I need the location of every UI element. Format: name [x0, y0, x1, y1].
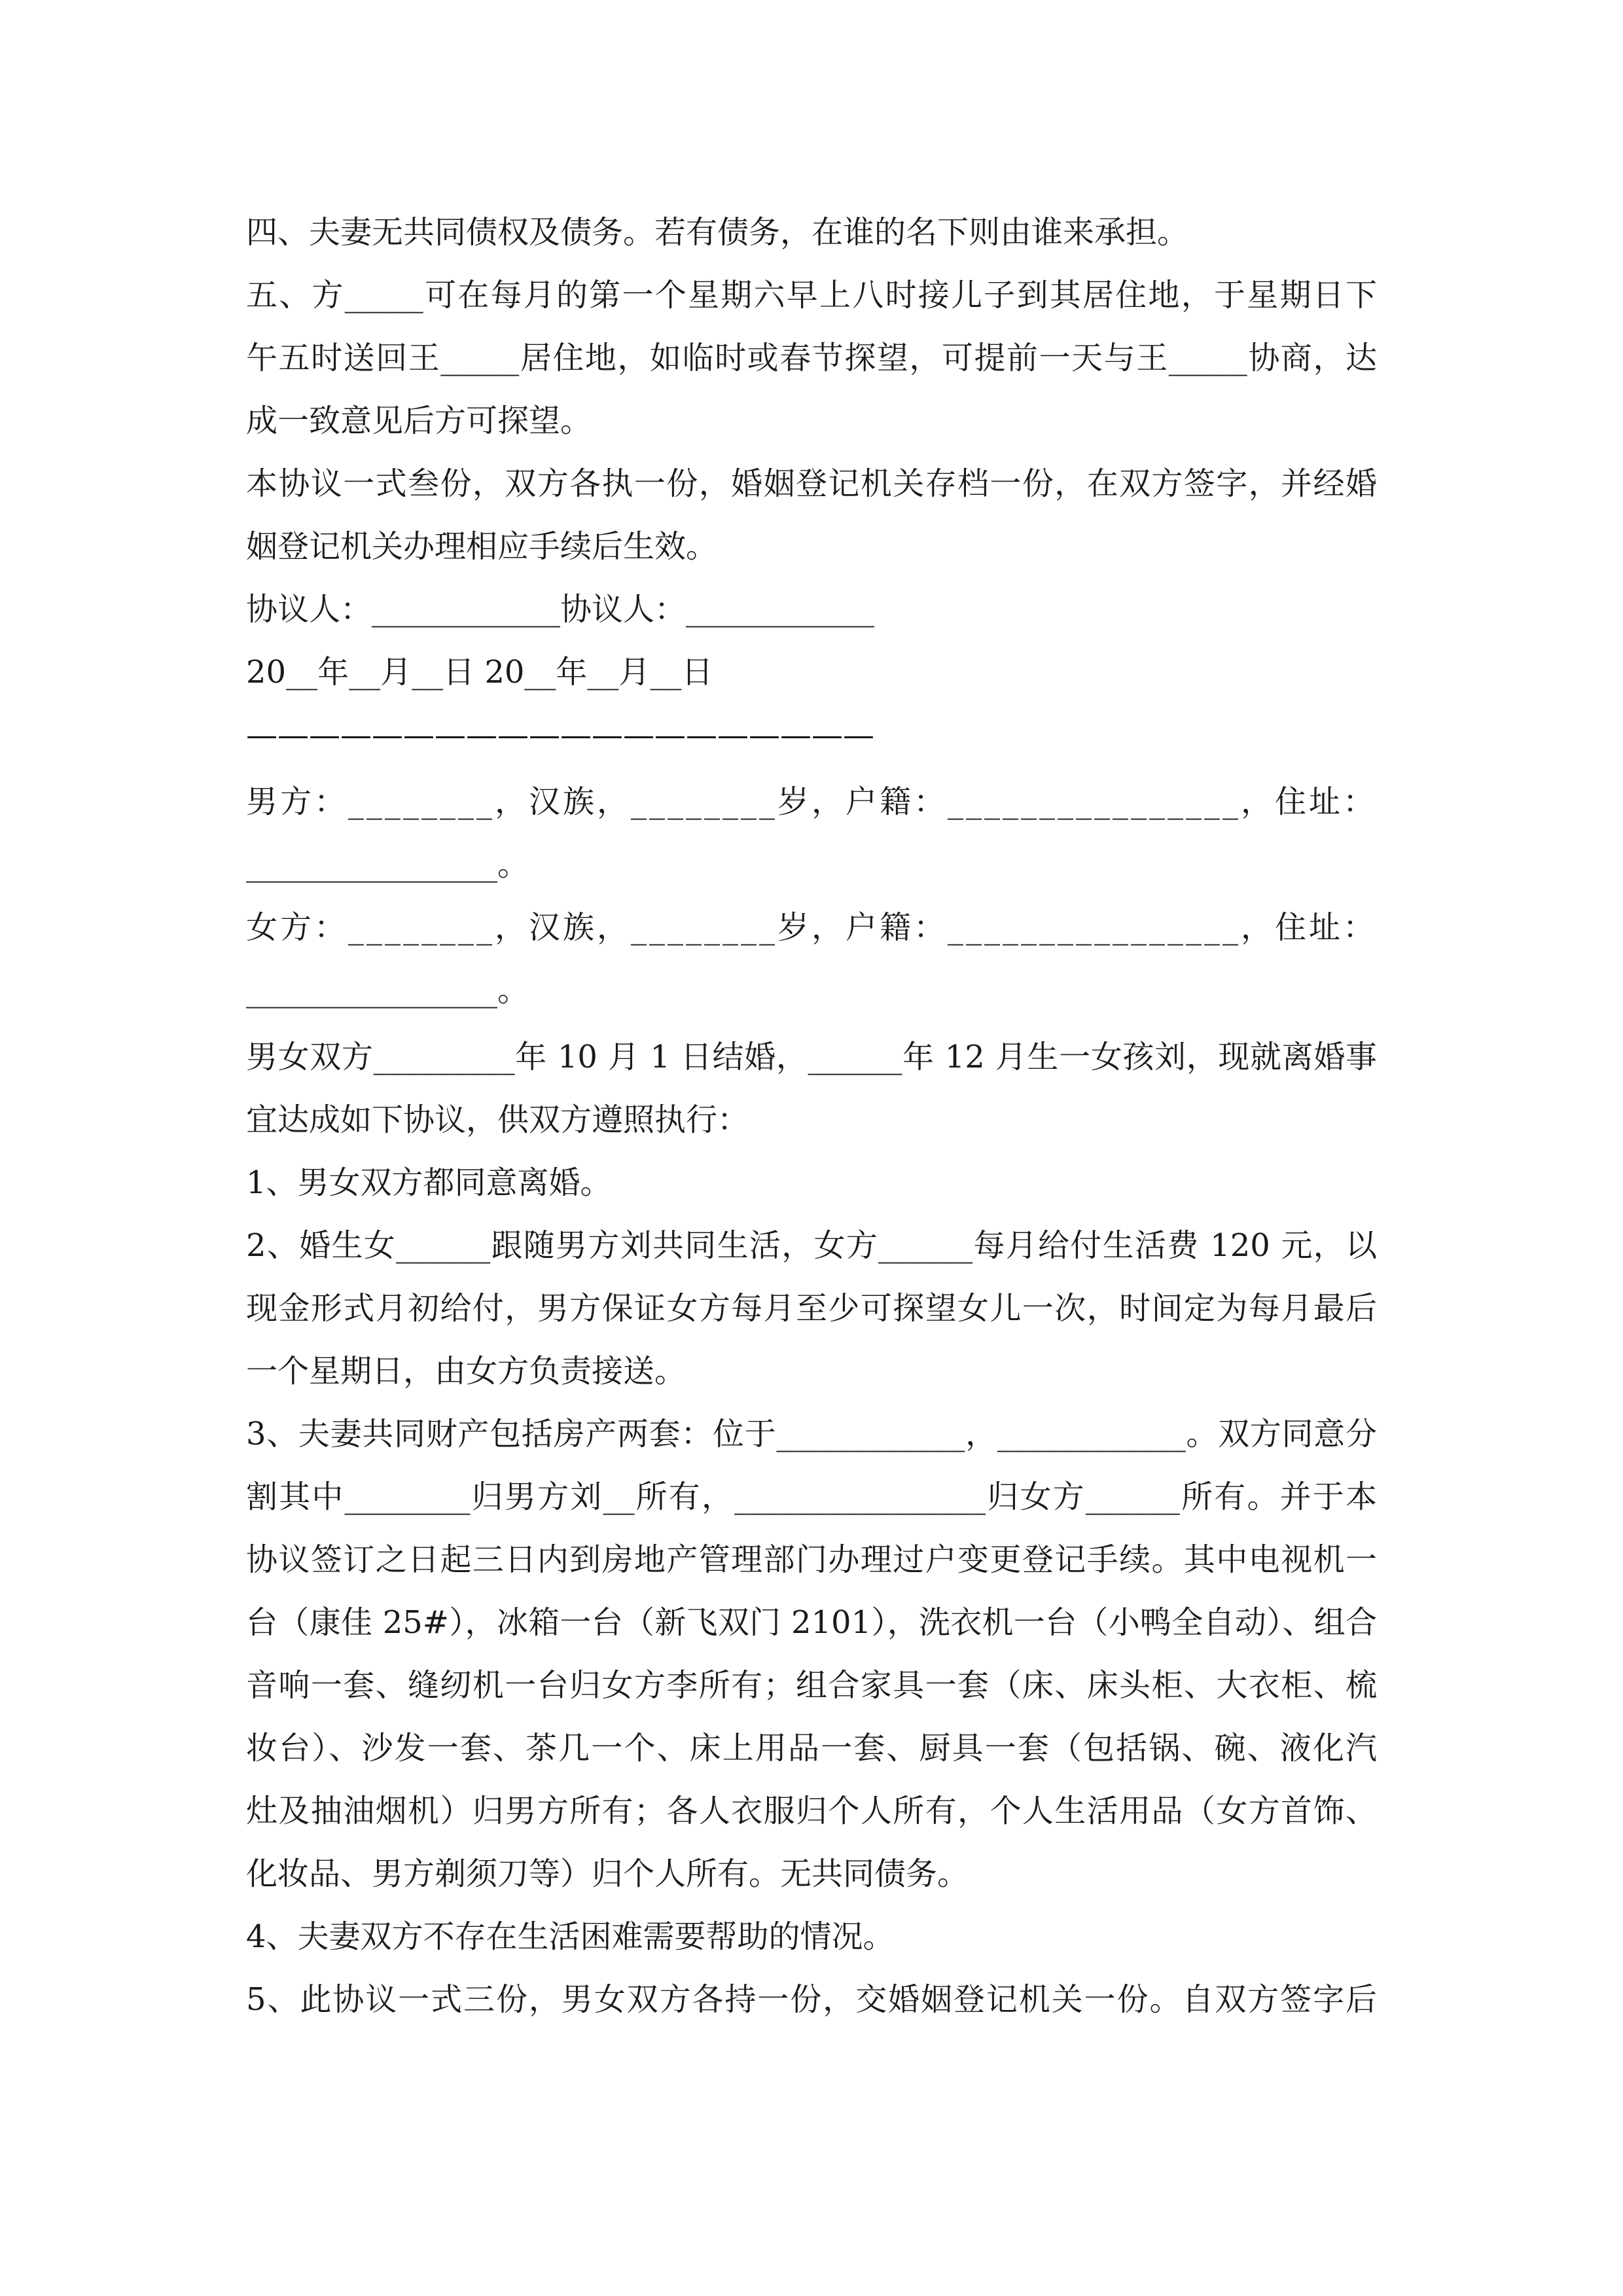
item-3-property-line-8: 化妆品、男方剃须刀等）归个人所有。无共同债务。 — [246, 1856, 969, 1892]
item-5-copies: 5、此协议一式三份，男女双方各持一份，交婚姻登记机关一份。自双方签字后 — [246, 1981, 1377, 2018]
female-party-info-line-2: ________________。 — [246, 972, 529, 1009]
item-2-custody-line-3: 一个星期日，由女方负责接送。 — [246, 1353, 687, 1390]
copies-clause-line-2: 姻登记机关办理相应手续后生效。 — [246, 528, 718, 565]
clause-5-visitation-line-3: 成一致意见后方可探望。 — [246, 403, 592, 439]
item-1-divorce-consent: 1、男女双方都同意离婚。 — [246, 1164, 612, 1201]
item-3-property-line-1: 3、夫妻共同财产包括房产两套：位于____________，____________。双方同意分 — [246, 1416, 1377, 1452]
item-3-property-line-2: 割其中________归男方刘__所有，________________归女方______所有。并于本 — [246, 1479, 1377, 1515]
clause-4-debts: 四、夫妻无共同债权及债务。若有债务，在谁的名下则由谁来承担。 — [246, 214, 1189, 251]
clause-5-visitation-line-1: 五、方_____可在每月的第一个星期六早上八时接儿子到其居住地，于星期日下 — [246, 277, 1377, 314]
item-3-property-line-3: 协议签订之日起三日内到房地产管理部门办理过户变更登记手续。其中电视机一 — [246, 1541, 1377, 1578]
date-line: 20__年__月__日 20__年__月__日 — [246, 654, 713, 691]
male-party-info-line-2: ________________。 — [246, 846, 529, 883]
marriage-statement-line-2: 宜达成如下协议，供双方遵照执行： — [246, 1102, 749, 1138]
signature-line: 协议人：____________协议人：____________ — [246, 591, 875, 628]
item-3-property-line-6: 妆台）、沙发一套、茶几一个、床上用品一套、厨具一套（包括锅、碗、液化汽 — [246, 1730, 1377, 1767]
item-2-custody-line-2: 现金形式月初给付，男方保证女方每月至少可探望女儿一次，时间定为每月最后 — [246, 1290, 1377, 1327]
male-party-info-line-1: 男方：________，汉族，________岁，户籍：________________，住址： — [246, 783, 1378, 820]
item-3-property-line-5: 音响一套、缝纫机一台归女方李所有；组合家具一套（床、床头柜、大衣柜、梳 — [246, 1667, 1377, 1704]
item-4-no-hardship: 4、夫妻双方不存在生活困难需要帮助的情况。 — [246, 1918, 895, 1955]
copies-clause-line-1: 本协议一式叁份，双方各执一份，婚姻登记机关存档一份，在双方签字，并经婚 — [246, 465, 1377, 502]
item-3-property-line-7: 灶及抽油烟机）归男方所有；各人衣服归个人所有，个人生活用品（女方首饰、 — [246, 1793, 1377, 1829]
female-party-info-line-1: 女方：________，汉族，________岁，户籍：________________，住址： — [246, 909, 1378, 946]
item-2-custody-line-1: 2、婚生女______跟随男方刘共同生活，女方______每月给付生活费 120 元，以 — [246, 1227, 1377, 1264]
item-3-property-line-4: 台（康佳 25#），冰箱一台（新飞双门 2101），洗衣机一台（小鸭全自动）、组合 — [246, 1604, 1377, 1641]
separator-rule: ———————————————————— — [246, 717, 874, 753]
clause-5-visitation-line-2: 午五时送回王_____居住地，如临时或春节探望，可提前一天与王_____协商，达 — [246, 340, 1377, 376]
marriage-statement-line-1: 男女双方_________年 10 月 1 日结婚，______年 12 月生一女孩刘，现就离婚事 — [246, 1039, 1377, 1075]
